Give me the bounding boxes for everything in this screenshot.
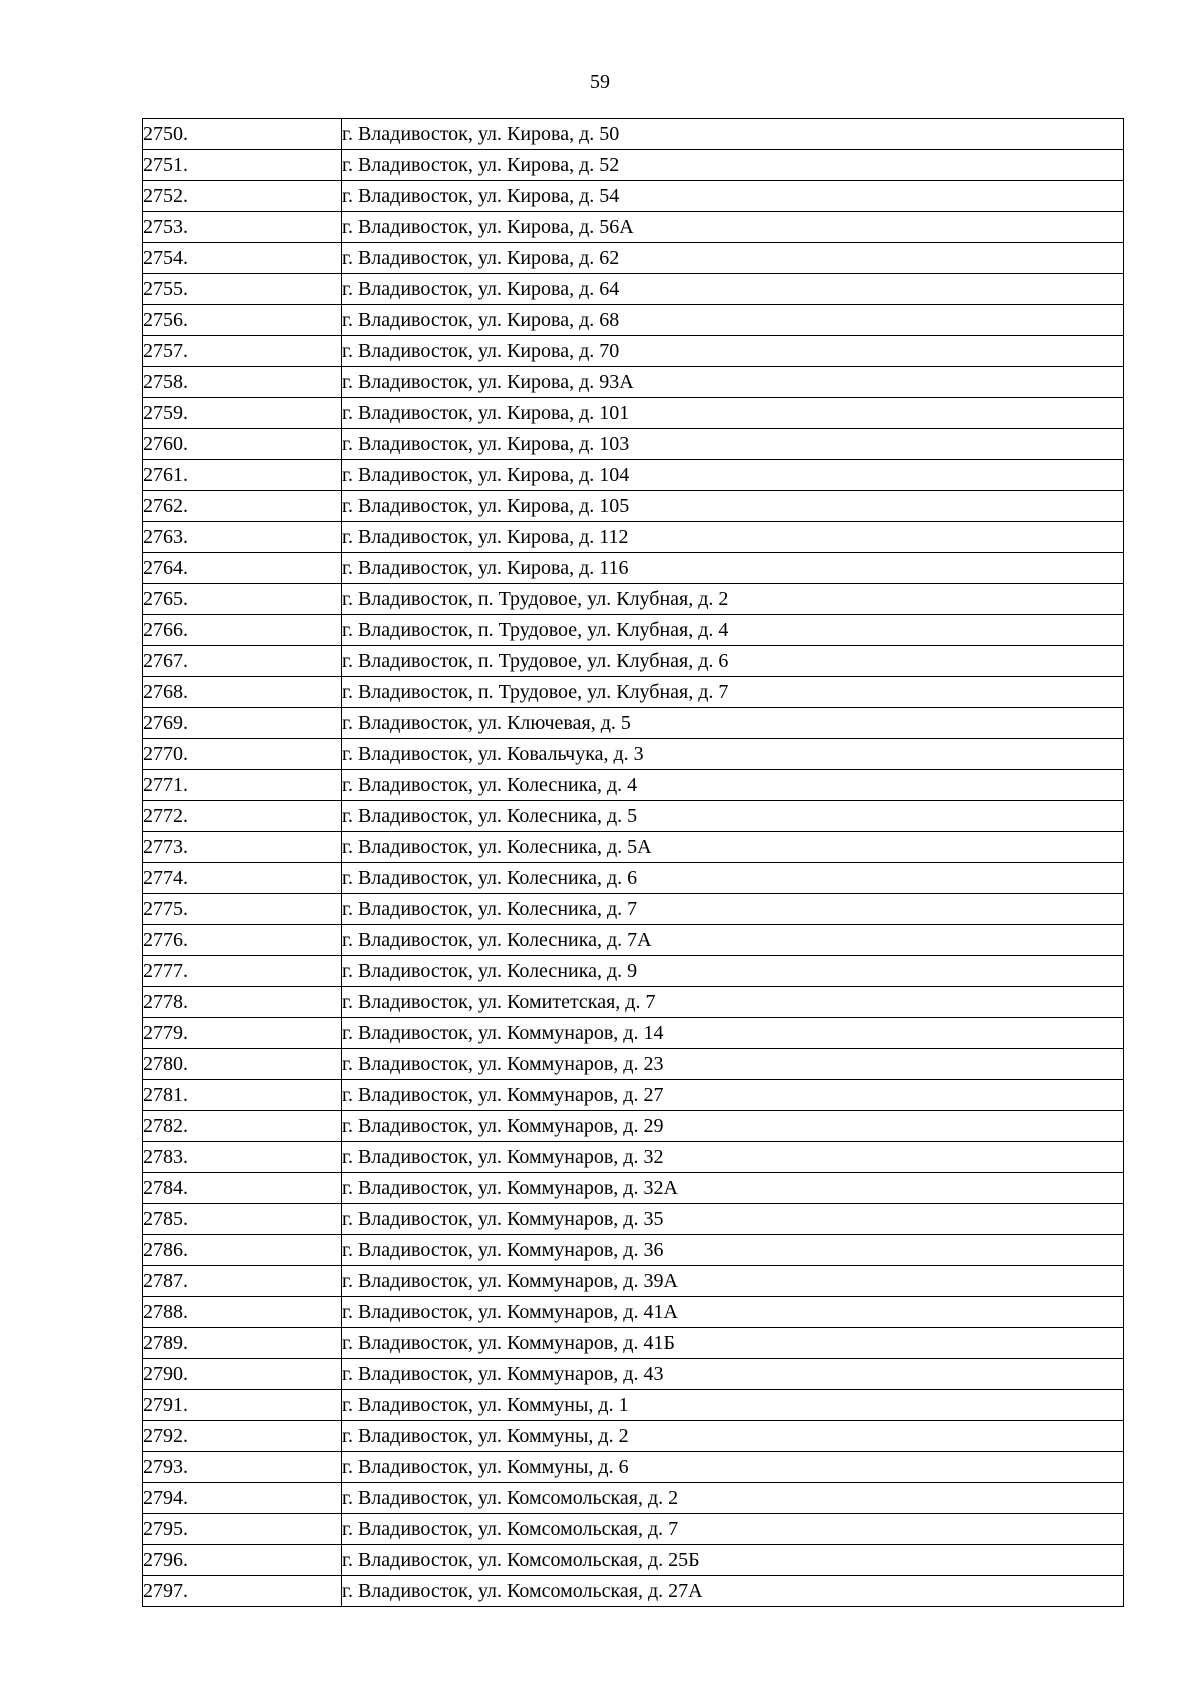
row-number-cell: 2758.	[143, 367, 342, 398]
table-row	[143, 1452, 1124, 1483]
row-number-cell: 2780.	[143, 1049, 342, 1080]
row-number-cell: 2791.	[143, 1390, 342, 1421]
address-cell: г. Владивосток, п. Трудовое, ул. Клубная, д. 4	[342, 615, 1124, 646]
address-cell: г. Владивосток, ул. Коммунаров, д. 43	[342, 1359, 1124, 1390]
table-row	[143, 460, 1124, 491]
row-number-cell: 2753.	[143, 212, 342, 243]
row-number-cell: 2779.	[143, 1018, 342, 1049]
table-row	[143, 1545, 1124, 1576]
row-number-cell: 2752.	[143, 181, 342, 212]
address-cell: г. Владивосток, ул. Коммуны, д. 1	[342, 1390, 1124, 1421]
row-number-cell: 2765.	[143, 584, 342, 615]
table-row	[143, 243, 1124, 274]
table-row	[143, 305, 1124, 336]
row-number-cell: 2755.	[143, 274, 342, 305]
table-row	[143, 1018, 1124, 1049]
table-row	[143, 1111, 1124, 1142]
table-row	[143, 1173, 1124, 1204]
address-cell: г. Владивосток, ул. Комсомольская, д. 27А	[342, 1576, 1124, 1607]
row-number-cell: 2763.	[143, 522, 342, 553]
address-cell: г. Владивосток, ул. Коммунаров, д. 14	[342, 1018, 1124, 1049]
address-cell: г. Владивосток, ул. Кирова, д. 70	[342, 336, 1124, 367]
address-cell: г. Владивосток, п. Трудовое, ул. Клубная, д. 7	[342, 677, 1124, 708]
address-cell: г. Владивосток, ул. Коммунаров, д. 23	[342, 1049, 1124, 1080]
table-row	[143, 1421, 1124, 1452]
table-row	[143, 553, 1124, 584]
table-row	[143, 1328, 1124, 1359]
address-cell: г. Владивосток, ул. Кирова, д. 50	[342, 119, 1124, 150]
table-row	[143, 522, 1124, 553]
table-row	[143, 770, 1124, 801]
table-row	[143, 429, 1124, 460]
table-row	[143, 894, 1124, 925]
address-cell: г. Владивосток, ул. Кирова, д. 64	[342, 274, 1124, 305]
row-number-cell: 2751.	[143, 150, 342, 181]
address-cell: г. Владивосток, ул. Кирова, д. 112	[342, 522, 1124, 553]
address-cell: г. Владивосток, ул. Кирова, д. 62	[342, 243, 1124, 274]
table-row	[143, 987, 1124, 1018]
page-number: 59	[590, 71, 610, 93]
row-number-cell: 2778.	[143, 987, 342, 1018]
row-number-cell: 2775.	[143, 894, 342, 925]
table-row	[143, 832, 1124, 863]
address-cell: г. Владивосток, ул. Коммуны, д. 6	[342, 1452, 1124, 1483]
table-row	[143, 491, 1124, 522]
table-row	[143, 1576, 1124, 1607]
address-cell: г. Владивосток, ул. Кирова, д. 93А	[342, 367, 1124, 398]
table-row	[143, 739, 1124, 770]
address-cell: г. Владивосток, ул. Ключевая, д. 5	[342, 708, 1124, 739]
table-row	[143, 1514, 1124, 1545]
table-row	[143, 1142, 1124, 1173]
table-row	[143, 1483, 1124, 1514]
address-cell: г. Владивосток, ул. Кирова, д. 52	[342, 150, 1124, 181]
row-number-cell: 2797.	[143, 1576, 342, 1607]
row-number-cell: 2766.	[143, 615, 342, 646]
address-cell: г. Владивосток, ул. Коммунаров, д. 36	[342, 1235, 1124, 1266]
row-number-cell: 2795.	[143, 1514, 342, 1545]
address-cell: г. Владивосток, ул. Коммунаров, д. 29	[342, 1111, 1124, 1142]
row-number-cell: 2792.	[143, 1421, 342, 1452]
table-row	[143, 181, 1124, 212]
row-number-cell: 2764.	[143, 553, 342, 584]
table-row	[143, 677, 1124, 708]
table-row	[143, 615, 1124, 646]
address-cell: г. Владивосток, ул. Кирова, д. 101	[342, 398, 1124, 429]
table-row	[143, 119, 1124, 150]
table-row	[143, 925, 1124, 956]
address-cell: г. Владивосток, ул. Коммунаров, д. 41А	[342, 1297, 1124, 1328]
table-row	[143, 150, 1124, 181]
address-cell: г. Владивосток, ул. Ковальчука, д. 3	[342, 739, 1124, 770]
row-number-cell: 2759.	[143, 398, 342, 429]
row-number-cell: 2776.	[143, 925, 342, 956]
address-cell: г. Владивосток, ул. Коммунаров, д. 39А	[342, 1266, 1124, 1297]
address-cell: г. Владивосток, ул. Кирова, д. 116	[342, 553, 1124, 584]
address-cell: г. Владивосток, п. Трудовое, ул. Клубная, д. 6	[342, 646, 1124, 677]
address-cell: г. Владивосток, ул. Коммунаров, д. 32	[342, 1142, 1124, 1173]
address-cell: г. Владивосток, ул. Кирова, д. 56А	[342, 212, 1124, 243]
table-row	[143, 1266, 1124, 1297]
address-cell: г. Владивосток, ул. Коммунаров, д. 41Б	[342, 1328, 1124, 1359]
address-cell: г. Владивосток, ул. Колесника, д. 9	[342, 956, 1124, 987]
table-row	[143, 367, 1124, 398]
table-row	[143, 708, 1124, 739]
row-number-cell: 2789.	[143, 1328, 342, 1359]
address-cell: г. Владивосток, п. Трудовое, ул. Клубная, д. 2	[342, 584, 1124, 615]
table-row	[143, 1359, 1124, 1390]
address-cell: г. Владивосток, ул. Коммунаров, д. 27	[342, 1080, 1124, 1111]
table-row	[143, 1390, 1124, 1421]
address-table-body	[143, 119, 1124, 1607]
table-row	[143, 863, 1124, 894]
row-number-cell: 2788.	[143, 1297, 342, 1328]
address-cell: г. Владивосток, ул. Кирова, д. 54	[342, 181, 1124, 212]
address-cell: г. Владивосток, ул. Коммуны, д. 2	[342, 1421, 1124, 1452]
address-cell: г. Владивосток, ул. Колесника, д. 7А	[342, 925, 1124, 956]
table-row	[143, 956, 1124, 987]
row-number-cell: 2756.	[143, 305, 342, 336]
address-cell: г. Владивосток, ул. Коммунаров, д. 35	[342, 1204, 1124, 1235]
row-number-cell: 2786.	[143, 1235, 342, 1266]
table-row	[143, 212, 1124, 243]
table-row	[143, 801, 1124, 832]
address-cell: г. Владивосток, ул. Кирова, д. 103	[342, 429, 1124, 460]
row-number-cell: 2781.	[143, 1080, 342, 1111]
address-cell: г. Владивосток, ул. Колесника, д. 7	[342, 894, 1124, 925]
address-cell: г. Владивосток, ул. Колесника, д. 5А	[342, 832, 1124, 863]
row-number-cell: 2754.	[143, 243, 342, 274]
table-row	[143, 1235, 1124, 1266]
table-row	[143, 398, 1124, 429]
table-row	[143, 584, 1124, 615]
row-number-cell: 2772.	[143, 801, 342, 832]
row-number-cell: 2760.	[143, 429, 342, 460]
row-number-cell: 2769.	[143, 708, 342, 739]
row-number-cell: 2761.	[143, 460, 342, 491]
row-number-cell: 2762.	[143, 491, 342, 522]
row-number-cell: 2750.	[143, 119, 342, 150]
row-number-cell: 2794.	[143, 1483, 342, 1514]
row-number-cell: 2771.	[143, 770, 342, 801]
address-cell: г. Владивосток, ул. Коммунаров, д. 32А	[342, 1173, 1124, 1204]
row-number-cell: 2793.	[143, 1452, 342, 1483]
address-cell: г. Владивосток, ул. Комсомольская, д. 25Б	[342, 1545, 1124, 1576]
table-row	[143, 1297, 1124, 1328]
table-row	[143, 1204, 1124, 1235]
address-cell: г. Владивосток, ул. Комсомольская, д. 7	[342, 1514, 1124, 1545]
row-number-cell: 2782.	[143, 1111, 342, 1142]
row-number-cell: 2784.	[143, 1173, 342, 1204]
row-number-cell: 2774.	[143, 863, 342, 894]
table-row	[143, 336, 1124, 367]
address-cell: г. Владивосток, ул. Комитетская, д. 7	[342, 987, 1124, 1018]
row-number-cell: 2770.	[143, 739, 342, 770]
table-row	[143, 1080, 1124, 1111]
row-number-cell: 2757.	[143, 336, 342, 367]
table-row	[143, 646, 1124, 677]
address-table	[142, 118, 1124, 1607]
row-number-cell: 2787.	[143, 1266, 342, 1297]
address-cell: г. Владивосток, ул. Комсомольская, д. 2	[342, 1483, 1124, 1514]
table-row	[143, 274, 1124, 305]
row-number-cell: 2783.	[143, 1142, 342, 1173]
row-number-cell: 2767.	[143, 646, 342, 677]
row-number-cell: 2785.	[143, 1204, 342, 1235]
row-number-cell: 2777.	[143, 956, 342, 987]
table-row	[143, 1049, 1124, 1080]
address-cell: г. Владивосток, ул. Колесника, д. 5	[342, 801, 1124, 832]
address-cell: г. Владивосток, ул. Колесника, д. 6	[342, 863, 1124, 894]
row-number-cell: 2796.	[143, 1545, 342, 1576]
address-cell: г. Владивосток, ул. Кирова, д. 68	[342, 305, 1124, 336]
address-cell: г. Владивосток, ул. Колесника, д. 4	[342, 770, 1124, 801]
address-cell: г. Владивосток, ул. Кирова, д. 104	[342, 460, 1124, 491]
row-number-cell: 2773.	[143, 832, 342, 863]
row-number-cell: 2790.	[143, 1359, 342, 1390]
row-number-cell: 2768.	[143, 677, 342, 708]
address-cell: г. Владивосток, ул. Кирова, д. 105	[342, 491, 1124, 522]
